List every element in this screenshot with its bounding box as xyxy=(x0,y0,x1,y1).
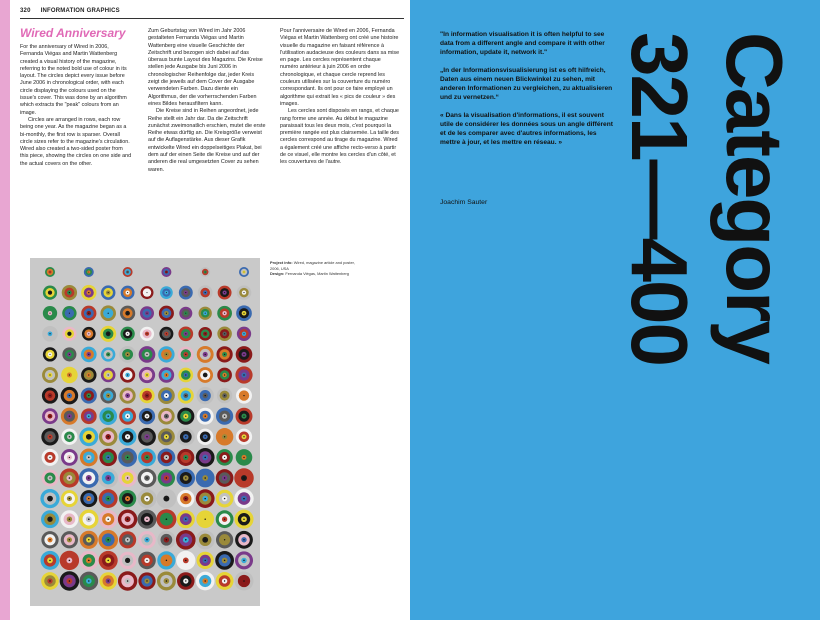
issue-circle-ring xyxy=(49,354,50,355)
issue-circle-ring xyxy=(107,477,109,479)
issue-circle-ring xyxy=(146,477,147,478)
issue-circle-ring xyxy=(185,333,186,334)
issue-circle-ring xyxy=(224,395,225,396)
issue-circle-ring xyxy=(243,498,245,500)
issue-circle-ring xyxy=(224,539,225,540)
issue-circle-ring xyxy=(243,292,244,293)
issue-circle-ring xyxy=(88,518,90,520)
german-paragraph-2: Die Kreise sind in Reihen angeordnet, jede Reihe stellt ein Jahr dar. Da die Zeitschrift zunächst zweimonatlich erschien, mutet die erste Reihe etwas dürftig an. Die Kreisgröße verweist auf die Auflagenstärke. Aus dieser Grafik entwickelte Wired ein doppelseitiges Plakat, bei dem auf der einen Seite die Kreise und auf der anderen die real umgesetzten Cover zu sehen waren. xyxy=(148,108,266,173)
issue-circle-ring xyxy=(88,457,89,458)
issue-circle-ring xyxy=(205,272,206,273)
issue-circle-ring xyxy=(224,498,225,499)
german-column xyxy=(148,28,266,174)
issue-circle-ring xyxy=(204,457,206,459)
issue-circle-ring xyxy=(146,498,148,500)
issue-circle-ring xyxy=(166,416,167,417)
issue-circle-ring xyxy=(69,580,71,582)
issue-circle-ring xyxy=(146,436,147,437)
issue-circle-ring xyxy=(108,354,109,355)
issue-circle-ring xyxy=(127,313,128,314)
issue-circle-ring xyxy=(166,498,168,500)
issue-circle-ring xyxy=(185,313,186,314)
issue-circle-ring xyxy=(224,292,225,293)
issue-circle-ring xyxy=(224,374,225,375)
issue-circle-ring xyxy=(243,457,244,458)
issue-circle-ring xyxy=(107,436,108,437)
issue-circle-ring xyxy=(107,457,108,458)
issue-circle-ring xyxy=(107,415,108,416)
issue-circle-ring xyxy=(166,272,167,273)
issue-circle-ring xyxy=(146,518,148,520)
page-number: 320 xyxy=(20,8,31,14)
issue-circle-ring xyxy=(185,354,186,355)
issue-circle-ring xyxy=(243,436,244,437)
issue-circle-ring xyxy=(185,457,186,458)
issue-circle-ring xyxy=(224,354,225,355)
issue-circle-ring xyxy=(49,457,50,458)
issue-circle-ring xyxy=(69,436,70,437)
issue-circle-ring xyxy=(166,560,167,561)
issue-circle-ring xyxy=(108,374,109,375)
issue-circle-ring xyxy=(185,580,186,581)
issue-circle-ring xyxy=(88,560,90,562)
issue-circle-ring xyxy=(108,313,109,314)
issue-circle-ring xyxy=(127,539,128,540)
issue-circle-ring xyxy=(166,539,167,540)
issue-circle-ring xyxy=(127,518,129,520)
issue-circle-ring xyxy=(69,560,71,562)
issue-circle-ring xyxy=(243,539,244,540)
category-label: Category xyxy=(710,32,799,363)
issue-circle-ring xyxy=(127,580,129,582)
issue-circle-ring xyxy=(166,313,167,314)
issue-circle-ring xyxy=(69,292,70,293)
quote-french: « Dans la visualisation d'informations, il est souvent utile de considérer les données sous un angle différent et de les comparer avec d'autres informations, les mettre à jour, et les mettre en réseau. » xyxy=(440,112,613,146)
issue-circle-ring xyxy=(88,333,89,334)
issue-circle-ring xyxy=(49,518,50,519)
issue-circle-ring xyxy=(127,272,128,273)
issue-circle-ring xyxy=(49,580,50,581)
issue-circle-ring xyxy=(108,333,109,334)
issue-circle-ring xyxy=(224,457,225,458)
issue-circle-ring xyxy=(185,436,186,437)
issue-circle-ring xyxy=(166,374,167,375)
issue-circle-ring xyxy=(108,395,109,396)
issue-circle-ring xyxy=(166,477,167,478)
issue-circle-ring xyxy=(146,560,147,561)
issue-circle-ring xyxy=(127,292,128,293)
issue-circle-ring xyxy=(107,539,109,541)
issue-circle-ring xyxy=(224,416,225,417)
issue-circle-ring xyxy=(69,457,70,458)
quote-german: „In der Informationsvisualisierung ist es oft hilfreich, Daten aus einem neuen Blickwinkel zu sehen, mit anderen Informationen zu vergleichen, zu aktualisieren und zu vernetzen.“ xyxy=(440,67,613,101)
issue-circle-ring xyxy=(127,457,129,459)
issue-circle-ring xyxy=(49,374,50,375)
german-paragraph-1: Zum Geburtstag von Wired im Jahr 2006 gestalteten Fernanda Viégas und Martin Wattenberg eine visuelle Geschichte der Zeitschrift und bezogen sich dabei auf das überaus bunte Layout des Magazins. Die Kreise stellen jede Ausgabe bis Juni 2006 in chronologischer Reihenfolge dar, jeder Kreis zeigt die jeweils auf dem Cover der Ausgabe verwendeten Farben. Dazu diente ein Algorithmus, der die vorherrschenden Farben eines Bildes herausfiltern kann. xyxy=(148,28,263,107)
issue-circle-ring xyxy=(243,416,244,417)
issue-circle-ring xyxy=(205,313,206,314)
issue-circle-ring xyxy=(146,333,147,334)
issue-circle-ring xyxy=(107,560,109,562)
english-paragraph-1: For the anniversary of Wired in 2006, Fernanda Viégas and Martin Wattenberg created a visual history of the magazine, referring to the noted bold use of colour in its layout. The circles depict every issue before June 2006 in chronological order, with each circle displaying the colours used on the issue's cover. This was done by an algorithm which extracts the "peak" colours from an image. xyxy=(20,44,127,116)
issue-circle-ring xyxy=(88,580,89,581)
issue-circle-ring xyxy=(49,436,50,437)
issue-circle-ring xyxy=(204,539,206,541)
issue-circle-ring xyxy=(166,457,167,458)
issue-circle-ring xyxy=(146,416,147,417)
issue-circle-ring xyxy=(224,313,225,314)
issue-circle-ring xyxy=(88,539,89,540)
issue-circle-ring xyxy=(88,374,89,375)
category-range: 321—400 xyxy=(615,32,704,365)
issue-circle-ring xyxy=(127,416,128,417)
issue-circle-ring xyxy=(127,354,128,355)
issue-circle-ring xyxy=(69,498,70,499)
issue-circle-ring xyxy=(243,477,245,479)
issue-circle-ring xyxy=(88,416,89,417)
issue-circle-ring xyxy=(88,395,89,396)
issue-circle-ring xyxy=(166,436,167,437)
issue-circle-ring xyxy=(224,560,226,562)
issue-circle-ring xyxy=(166,354,167,355)
issue-circle-ring xyxy=(205,374,206,375)
issue-circle-ring xyxy=(127,374,128,375)
english-paragraph-2: Circles are arranged in rows, each row being one year. As the magazine began as a bi-monthly, the first row is sparser. Overall circle sizes refer to the magazine's circulation. Wired also created a two-sided poster from this piece, showing the circles on one side and the actual covers on the other. xyxy=(20,116,132,167)
issue-circle-ring xyxy=(185,374,186,375)
issue-circle-ring xyxy=(49,498,51,500)
issue-circle-ring xyxy=(69,333,70,334)
issue-circle-ring xyxy=(243,580,245,582)
issue-circle-ring xyxy=(243,518,245,520)
issue-circle-ring xyxy=(146,457,147,458)
issue-circle-ring xyxy=(146,580,147,581)
issue-circle-ring xyxy=(127,436,128,437)
issue-circle-ring xyxy=(49,313,50,314)
issue-circle-ring xyxy=(88,292,89,293)
issue-circle-ring xyxy=(127,477,128,478)
article-title: Wired Anniversary xyxy=(20,26,126,40)
issue-circle-ring xyxy=(204,477,206,479)
pink-page-edge xyxy=(0,0,10,620)
issue-circle-ring xyxy=(244,272,245,273)
issue-circle-ring xyxy=(49,539,50,540)
issue-circle-ring xyxy=(166,395,167,396)
quote-author: Joachim Sauter xyxy=(440,199,488,206)
issue-circle-ring xyxy=(204,498,205,499)
issue-circle-ring xyxy=(205,333,206,334)
issue-circle-ring xyxy=(88,436,90,438)
issue-circle-ring xyxy=(107,518,108,519)
issue-circle-ring xyxy=(146,313,147,314)
issue-circle-ring xyxy=(49,560,51,562)
issue-circle-ring xyxy=(205,292,206,293)
issue-circle-ring xyxy=(243,354,244,355)
issue-circle-ring xyxy=(88,477,90,479)
issue-circle-ring xyxy=(107,580,108,581)
issue-circle-ring xyxy=(204,580,205,581)
issue-circle-ring xyxy=(185,560,187,562)
issue-circle-ring xyxy=(224,518,225,519)
french-column xyxy=(280,28,400,167)
running-head xyxy=(20,8,130,14)
issue-circle-ring xyxy=(146,395,147,396)
issue-circle-ring xyxy=(127,333,128,334)
issue-circle-ring xyxy=(88,498,89,499)
issue-circle-ring xyxy=(224,477,225,478)
issue-circle-ring xyxy=(166,518,168,520)
issue-circle-ring xyxy=(224,333,225,334)
issue-circle-ring xyxy=(243,374,244,375)
issue-circle-ring xyxy=(49,416,50,417)
issue-circle-ring xyxy=(205,436,206,437)
issue-circle-ring xyxy=(88,354,89,355)
issue-circle-ring xyxy=(107,498,109,500)
issue-circle-ring xyxy=(185,539,187,541)
issue-circle-ring xyxy=(108,292,109,293)
french-paragraph-2: Les cercles sont disposés en rangs, et chaque rang forme une année. Au début le magazine paraissait tous les deux mois, c'est pourquoi la première rangée est plus clairsemée. La taille des cercles correspond au tirage du magazine. Wired a également créé une affiche recto-verso à partir de ce visuel, elle montre les cercles d'un côté, et les couvertures de l'autre. xyxy=(280,108,399,166)
issue-circle-ring xyxy=(166,580,168,582)
caption-design: Fernanda Viégas, Martin Wattenberg xyxy=(285,271,349,277)
issue-circle-ring xyxy=(243,395,244,396)
wired-circles-poster xyxy=(30,258,260,606)
issue-circle-ring xyxy=(146,292,147,293)
issue-circle-ring xyxy=(166,333,167,334)
issue-circle-ring xyxy=(69,539,70,540)
issue-circle-ring xyxy=(69,313,70,314)
issue-circle-ring xyxy=(69,395,70,396)
caption-info: Wired, magazine article and poster, 2006, USA xyxy=(270,260,355,271)
issue-circle-ring xyxy=(69,354,70,355)
issue-circle-ring xyxy=(49,333,50,334)
issue-circle-ring xyxy=(69,374,70,375)
issue-circle-ring xyxy=(205,354,206,355)
quote-english: "In information visualisation it is often helpful to see data from a different angle and compare it with other information, update it, network it." xyxy=(440,31,605,56)
issue-circle-ring xyxy=(243,313,244,314)
issue-circle-ring xyxy=(166,292,167,293)
issue-circle-ring xyxy=(185,518,186,519)
circles-grid xyxy=(30,258,260,606)
quote-block xyxy=(440,30,618,156)
issue-circle-ring xyxy=(50,272,51,273)
issue-circle-ring xyxy=(146,354,147,355)
header-rule xyxy=(20,18,404,19)
issue-circle-ring xyxy=(69,477,71,479)
issue-circle-ring xyxy=(69,416,70,417)
issue-circle-ring xyxy=(185,292,186,293)
issue-circle-ring xyxy=(205,395,206,396)
issue-circle-ring xyxy=(88,272,89,273)
project-caption xyxy=(270,260,360,277)
issue-circle-ring xyxy=(127,395,128,396)
issue-circle-ring xyxy=(185,498,186,499)
issue-circle-ring xyxy=(243,333,244,334)
section-name: INFORMATION GRAPHICS xyxy=(40,8,120,14)
caption-design-label: Design: xyxy=(270,271,285,277)
issue-circle-ring xyxy=(49,292,50,293)
issue-circle-ring xyxy=(69,518,70,519)
issue-circle-ring xyxy=(127,560,128,561)
issue-circle-ring xyxy=(146,374,147,375)
issue-circle-ring xyxy=(224,580,225,581)
issue-circle-ring xyxy=(88,313,89,314)
issue-circle-ring xyxy=(243,560,244,561)
issue-circle-ring xyxy=(49,477,50,478)
caption-label: Project info: xyxy=(270,260,293,265)
issue-circle-ring xyxy=(127,498,128,499)
issue-circle-ring xyxy=(185,395,186,396)
issue-circle-ring xyxy=(205,560,206,561)
issue-circle-ring xyxy=(146,539,147,540)
issue-circle-ring xyxy=(185,477,186,478)
issue-circle-ring xyxy=(224,436,225,437)
issue-circle-ring xyxy=(205,416,206,417)
issue-circle-ring xyxy=(185,416,186,417)
issue-circle-ring xyxy=(204,518,205,519)
english-column xyxy=(20,44,132,168)
french-paragraph-1: Pour l'anniversaire de Wired en 2006, Fernanda Viégas et Martin Wattenberg ont créé une histoire visuelle du magazine en faisant référence à l'utilisation audacieuse des couleurs dans sa mise en page. Les cercles représentent chaque numéro antérieur à juin 2006 en ordre chronologique, et chaque cercle reprend les couleurs utilisées sur la couverture du numéro correspondant. Ils ont pour ce faire employé un algorithme qui extrait les « pics de couleur » des images. xyxy=(280,28,400,107)
issue-circle-ring xyxy=(49,395,50,396)
